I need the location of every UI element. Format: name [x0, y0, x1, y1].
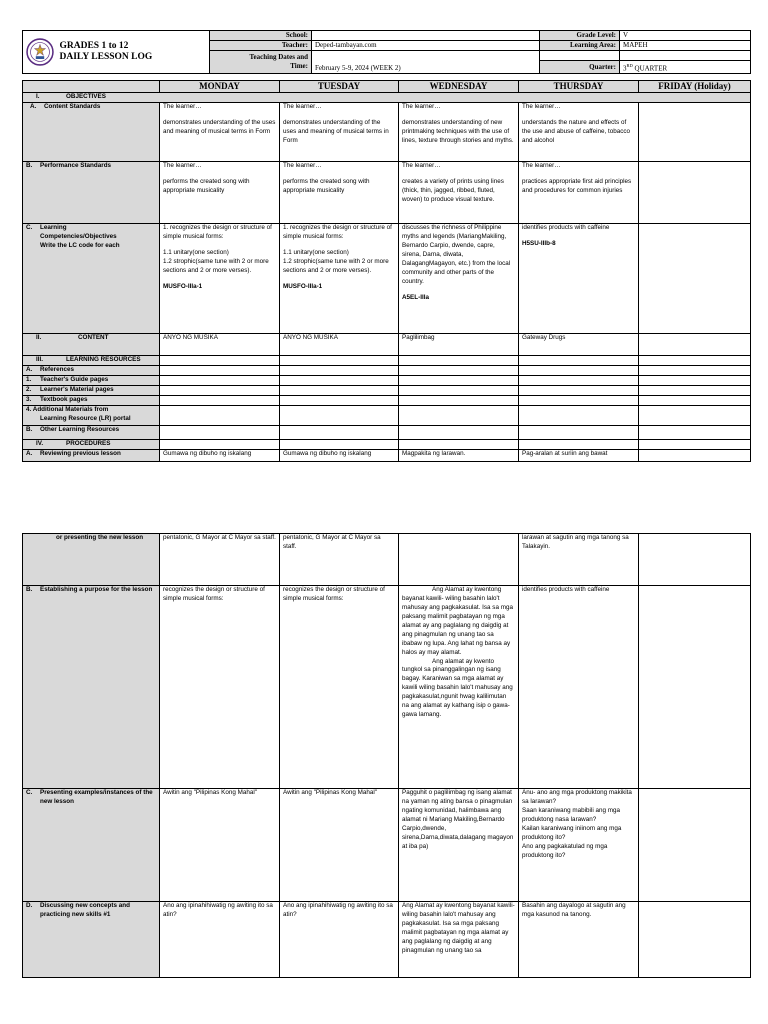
- review-tuesday: Gumawa ng dibuho ng iskalang: [280, 449, 399, 461]
- deped-seal-icon: [26, 38, 54, 66]
- examples-monday: Awitin ang "Pilipinas Kong Mahal": [160, 789, 280, 902]
- teaching-dates-label: Teaching Dates and Time:: [210, 51, 312, 74]
- learners-material-row: [23, 385, 751, 395]
- review-row: [23, 449, 751, 461]
- title-line-1: GRADES 1 to 12: [59, 41, 129, 52]
- performance-standards-friday: [639, 162, 751, 224]
- logo-cell: [23, 31, 57, 74]
- day-header-friday: FRIDAY (Holiday): [639, 81, 751, 93]
- resources-section-label: III. LEARNING RESOURCES: [23, 356, 160, 366]
- discussing-row: [23, 902, 751, 978]
- content-thursday: Gateway Drugs: [519, 334, 639, 356]
- learning-area-label: Learning Area:: [540, 41, 620, 51]
- content-wednesday: Paglilimbag: [399, 334, 519, 356]
- review-wednesday: Magpakita ng larawan.: [399, 449, 519, 461]
- day-header-wednesday: WEDNESDAY: [399, 81, 519, 93]
- grade-level-value: V: [620, 31, 751, 41]
- purpose-tuesday: recognizes the design or structure of simple musical forms:: [280, 586, 399, 789]
- review-monday: Gumawa ng dibuho ng iskalang: [160, 449, 280, 461]
- school-value: [312, 31, 540, 41]
- competencies-monday: 1. recognizes the design or structure of simple musical forms: 1.1 unitary(one section) 1.2 strophic(same tune with 2 or more sections and 2 or more verses). MUSFO-IIIa-1: [160, 224, 280, 334]
- review-tuesday-continued: pentatonic, G Mayor at C Mayor sa staff.: [280, 534, 399, 586]
- content-standards-label: A. Content Standards: [23, 103, 160, 162]
- review-row-continued: [23, 534, 751, 586]
- discussing-label: D. Discussing new concepts and practicing new skills #1: [23, 902, 160, 978]
- review-label-continued: or presenting the new lesson: [23, 534, 160, 586]
- performance-standards-label: B. Performance Standards: [23, 162, 160, 224]
- review-friday-continued: [639, 534, 751, 586]
- teachers-guide-row: [23, 375, 751, 385]
- review-thursday-continued: larawan at sagutin ang mga tanong sa Talakayin.: [519, 534, 639, 586]
- procedures-section-label: IV. PROCEDURES: [23, 439, 160, 449]
- day-header-blank: [23, 81, 160, 93]
- daily-log-table-continued: [22, 533, 751, 978]
- review-label: A. Reviewing previous lesson: [23, 449, 160, 461]
- content-label: II. CONTENT: [23, 334, 160, 356]
- teaching-dates-value: February 5-9, 2024 (WEEK 2): [312, 51, 540, 74]
- lc-code-wednesday: A5EL-IIIa: [402, 293, 429, 301]
- daily-log-table: [22, 80, 751, 462]
- additional-materials-row: [23, 405, 751, 425]
- other-resources-row: [23, 425, 751, 439]
- procedures-section-row: [23, 439, 751, 449]
- learners-material-label: 2. Learner's Material pages: [23, 385, 160, 395]
- examples-friday: [639, 789, 751, 902]
- examples-thursday: Anu- ano ang mga produktong makikita sa larawan? Saan karaniwang mabibili ang mga produktong nasa larawan? Kailan karaniwang iniinom ang mga produktong ito? Ano ang pagkakatulad ng mga produktong ito?: [519, 789, 639, 902]
- day-header-thursday: THURSDAY: [519, 81, 639, 93]
- discussing-friday: [639, 902, 751, 978]
- examples-wednesday: Pagguhit o paglilimbag ng isang alamat na yaman ng ating bansa o pinagmulan ngating komunidad, halimbawa ang alamat ni Mariang Makiling,Bernardo Carpio,dwende, sirena,Darna,diwata,dalagang magayon at iba pa): [399, 789, 519, 902]
- purpose-thursday: identifies products with caffeine: [519, 586, 639, 789]
- textbook-row: [23, 395, 751, 405]
- competencies-wednesday: discusses the richness of Philippine myths and legends (MariangMakiling, Bernardo Carpio, dwende, capre, sirena, Darna, diwata, DalagangMagayon, etc.) from the local community and other parts of the country. A5EL-IIIa: [399, 224, 519, 334]
- content-standards-row: [23, 103, 751, 162]
- grade-level-label: Grade Level:: [540, 31, 620, 41]
- content-standards-tuesday: The learner… demonstrates understanding of the uses and meaning of musical terms in Form: [280, 103, 399, 162]
- day-header-row: [23, 81, 751, 93]
- performance-standards-tuesday: The learner… performs the created song with appropriate musicality: [280, 162, 399, 224]
- review-wednesday-continued: [399, 534, 519, 586]
- performance-standards-monday: The learner… performs the created song with appropriate musicality: [160, 162, 280, 224]
- content-standards-thursday: The learner… understands the nature and effects of the use and abuse of caffeine, tobacco and alcohol: [519, 103, 639, 162]
- day-header-monday: MONDAY: [160, 81, 280, 93]
- title-line-2: DAILY LESSON LOG: [59, 52, 153, 63]
- learning-area-value: MAPEH: [620, 41, 751, 51]
- blank-label: [540, 51, 620, 61]
- content-standards-monday: The learner… demonstrates understanding of the uses and meaning of musical terms in Form: [160, 103, 280, 162]
- content-friday: [639, 334, 751, 356]
- content-tuesday: ANYO NG MUSIKA: [280, 334, 399, 356]
- performance-standards-row: [23, 162, 751, 224]
- competencies-thursday: identifies products with caffeine H5SU-IIIb-8: [519, 224, 639, 334]
- title-cell: [57, 31, 210, 74]
- review-friday: [639, 449, 751, 461]
- other-resources-label: B. Other Learning Resources: [23, 425, 160, 439]
- resources-section-row: [23, 356, 751, 366]
- purpose-friday: [639, 586, 751, 789]
- purpose-label: B. Establishing a purpose for the lesson: [23, 586, 160, 789]
- competencies-tuesday: 1. recognizes the design or structure of simple musical forms: 1.1 unitary(one section) 1.2 strophic(same tune with 2 or more sections and 2 or more verses). MUSFO-IIIa-1: [280, 224, 399, 334]
- purpose-row: [23, 586, 751, 789]
- objectives-section-label: I. OBJECTIVES: [23, 93, 751, 103]
- discussing-thursday: Basahin ang dayalogo at sagutin ang mga kasunod na tanong.: [519, 902, 639, 978]
- purpose-wednesday: Ang Alamat ay kwentong bayanat kawili- wiling basahin lalo't mahusay ang pagkakasulat. Isa sa mga paksang malimit pagbatayan ng mga alamat ay ang paglalang ng daigdig at ang pinagmulan ng unang tao sa ibabaw ng lupa. Ang lahat ng bansa ay halos ay may alamat. Ang alamat ay kwento tungkol sa pinanggalingan ng isang bagay. Karaniwan sa mga alamat ay kawili wiling basahin lalo't mahusay ang pagkakasulat,ngunit hwag kalilimutan na ang alamat ay kathang isip o gawa-gawa lamang.: [399, 586, 519, 789]
- competencies-row: [23, 224, 751, 334]
- examples-row: [23, 789, 751, 902]
- discussing-tuesday: Ano ang ipinahihiwatig ng awiting ito sa atin?: [280, 902, 399, 978]
- content-monday: ANYO NG MUSIKA: [160, 334, 280, 356]
- review-thursday: Pag-aralan at suriin ang bawat: [519, 449, 639, 461]
- lc-code-monday: MUSFO-IIIa-1: [163, 282, 203, 290]
- competencies-friday: [639, 224, 751, 334]
- review-monday-continued: pentatonic, G Mayor at C Mayor sa staff.: [160, 534, 280, 586]
- competencies-label: C. Learning Competencies/Objectives Write the LC code for each: [23, 224, 160, 334]
- quarter-label: Quarter:: [540, 61, 620, 74]
- lc-code-tuesday: MUSFO-IIIa-1: [283, 282, 323, 290]
- content-row: [23, 334, 751, 356]
- textbook-label: 3. Textbook pages: [23, 395, 160, 405]
- quarter-value: 3RD QUARTER: [620, 61, 751, 74]
- references-label: A. References: [23, 366, 160, 376]
- discussing-monday: Ano ang ipinahihiwatig ng awiting ito sa atin?: [160, 902, 280, 978]
- lc-code-thursday: H5SU-IIIb-8: [522, 239, 556, 247]
- performance-standards-thursday: The learner… practices appropriate first aid principles and procedures for common injuries: [519, 162, 639, 224]
- school-label: School:: [210, 31, 312, 41]
- lesson-log-header: [22, 30, 751, 74]
- examples-tuesday: Awitin ang "Pilipinas Kong Mahal": [280, 789, 399, 902]
- objectives-section-row: [23, 93, 751, 103]
- content-standards-wednesday: The learner… demonstrates understanding of new printmaking techniques with the use of lines, texture through stories and myths.: [399, 103, 519, 162]
- references-row: [23, 366, 751, 376]
- additional-materials-label: 4. Additional Materials from Learning Resource (LR) portal: [23, 405, 160, 425]
- teacher-value: Deped-tambayan.com: [312, 41, 540, 51]
- blank-value: [620, 51, 751, 61]
- purpose-monday: recognizes the design or structure of simple musical forms:: [160, 586, 280, 789]
- examples-label: C. Presenting examples/instances of the new lesson: [23, 789, 160, 902]
- day-header-tuesday: TUESDAY: [280, 81, 399, 93]
- discussing-wednesday: Ang Alamat ay kwentong bayanat kawili- wiling basahin lalo't mahusay ang pagkakasulat. Isa sa mga paksang malimit pagbatayan ng mga alamat ay ang paglalang ng daigdig at ang pinagmulan ng unang tao sa: [399, 902, 519, 978]
- performance-standards-wednesday: The learner… creates a variety of prints using lines (thick, thin, jagged, ribbed, fluted, woven) to produce visual texture.: [399, 162, 519, 224]
- teachers-guide-label: 1. Teacher's Guide pages: [23, 375, 160, 385]
- content-standards-friday: [639, 103, 751, 162]
- teacher-label: Teacher:: [210, 41, 312, 51]
